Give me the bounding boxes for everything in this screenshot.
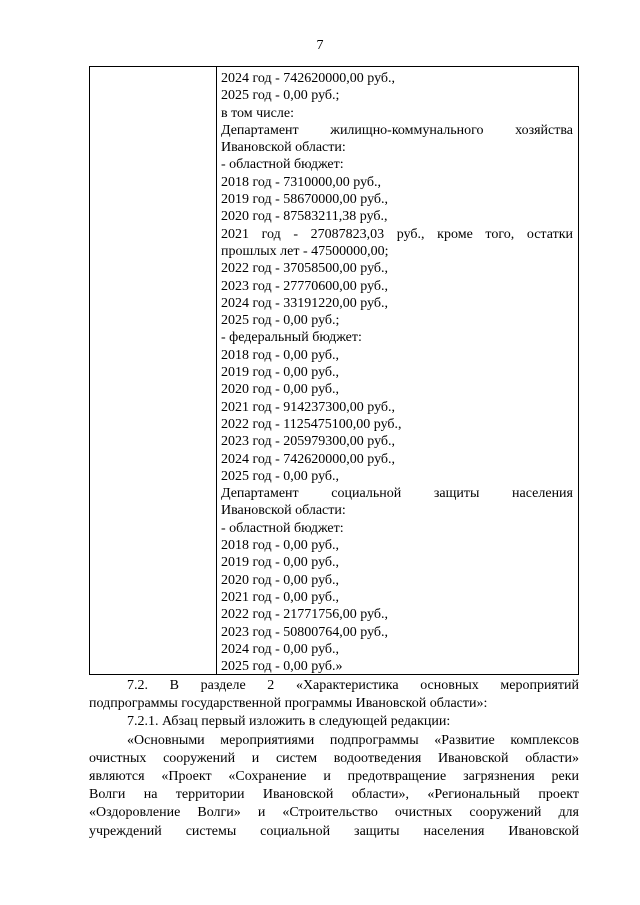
table-line: 2021 год - 0,00 руб., <box>221 589 340 605</box>
table-line: 2025 год - 0,00 руб.; <box>221 88 340 104</box>
table-line: - областной бюджет: <box>221 520 344 536</box>
funding-details-cell <box>221 70 573 675</box>
table-line: 2022 год - 21771756,00 руб., <box>221 607 389 623</box>
table-line: 2023 год - 27770600,00 руб., <box>221 278 389 294</box>
body-line: учреждений системы социальной защиты населения Ивановской <box>89 823 579 839</box>
table-line: 2025 год - 0,00 руб.; <box>221 313 340 329</box>
body-line: 7.2. В разделе 2 «Характеристика основных мероприятий <box>127 678 579 693</box>
body-line: подпрограммы государственной программы Ивановской области»: <box>89 696 488 712</box>
table-line: 2023 год - 50800764,00 руб., <box>221 624 389 640</box>
table-line: 2019 год - 0,00 руб., <box>221 365 340 381</box>
body-line: очистных сооружений и систем водоотведения Ивановской области» <box>89 750 579 766</box>
table-line: Департамент жилищно-коммунального хозяйства <box>221 122 573 138</box>
table-line: 2018 год - 0,00 руб., <box>221 347 340 363</box>
table-line: 2024 год - 0,00 руб., <box>221 641 340 657</box>
document-body <box>89 677 579 841</box>
table-line: 2018 год - 0,00 руб., <box>221 538 340 554</box>
body-line: 7.2.1. Абзац первый изложить в следующей редакции: <box>127 714 451 730</box>
table-line: 2022 год - 37058500,00 руб., <box>221 261 389 277</box>
table-line: 2025 год - 0,00 руб.» <box>221 659 343 675</box>
funding-table <box>89 66 579 675</box>
table-line: в том числе: <box>221 105 294 121</box>
table-line: - федеральный бюджет: <box>221 330 362 346</box>
table-line: 2024 год - 742620000,00 руб., <box>221 71 396 86</box>
body-line: являются «Проект «Сохранение и предотвращение загрязнения реки <box>89 768 579 784</box>
table-line: 2023 год - 205979300,00 руб., <box>221 434 396 450</box>
table-line: 2021 год - 27087823,03 руб., кроме того, остатки <box>221 226 573 242</box>
table-line: прошлых лет - 47500000,00; <box>221 243 389 259</box>
table-line: 2020 год - 0,00 руб., <box>221 572 340 588</box>
table-line: 2020 год - 0,00 руб., <box>221 382 340 398</box>
table-line: 2022 год - 1125475100,00 руб., <box>221 416 402 432</box>
table-line: 2021 год - 914237300,00 руб., <box>221 399 396 415</box>
table-line: Департамент социальной защиты населения <box>221 486 573 502</box>
table-line: 2025 год - 0,00 руб., <box>221 468 340 484</box>
table-column-divider <box>216 67 217 674</box>
table-line: 2019 год - 58670000,00 руб., <box>221 192 389 208</box>
body-line: Волги на территории Ивановской области», «Региональный проект <box>89 787 579 803</box>
table-line: - областной бюджет: <box>221 157 344 173</box>
table-line: Ивановской области: <box>221 503 346 519</box>
body-line: «Основными мероприятиями подпрограммы «Развитие комплексов <box>127 732 579 748</box>
table-line: 2024 год - 742620000,00 руб., <box>221 451 396 467</box>
table-line: 2019 год - 0,00 руб., <box>221 555 340 571</box>
body-line: «Оздоровление Волги» и «Строительство очистных сооружений для <box>89 805 579 821</box>
table-line: 2020 год - 87583211,38 руб., <box>221 209 388 225</box>
page-number: 7 <box>316 38 324 53</box>
table-line: Ивановской области: <box>221 140 346 156</box>
table-line: 2018 год - 7310000,00 руб., <box>221 174 382 190</box>
table-line: 2024 год - 33191220,00 руб., <box>221 295 389 311</box>
